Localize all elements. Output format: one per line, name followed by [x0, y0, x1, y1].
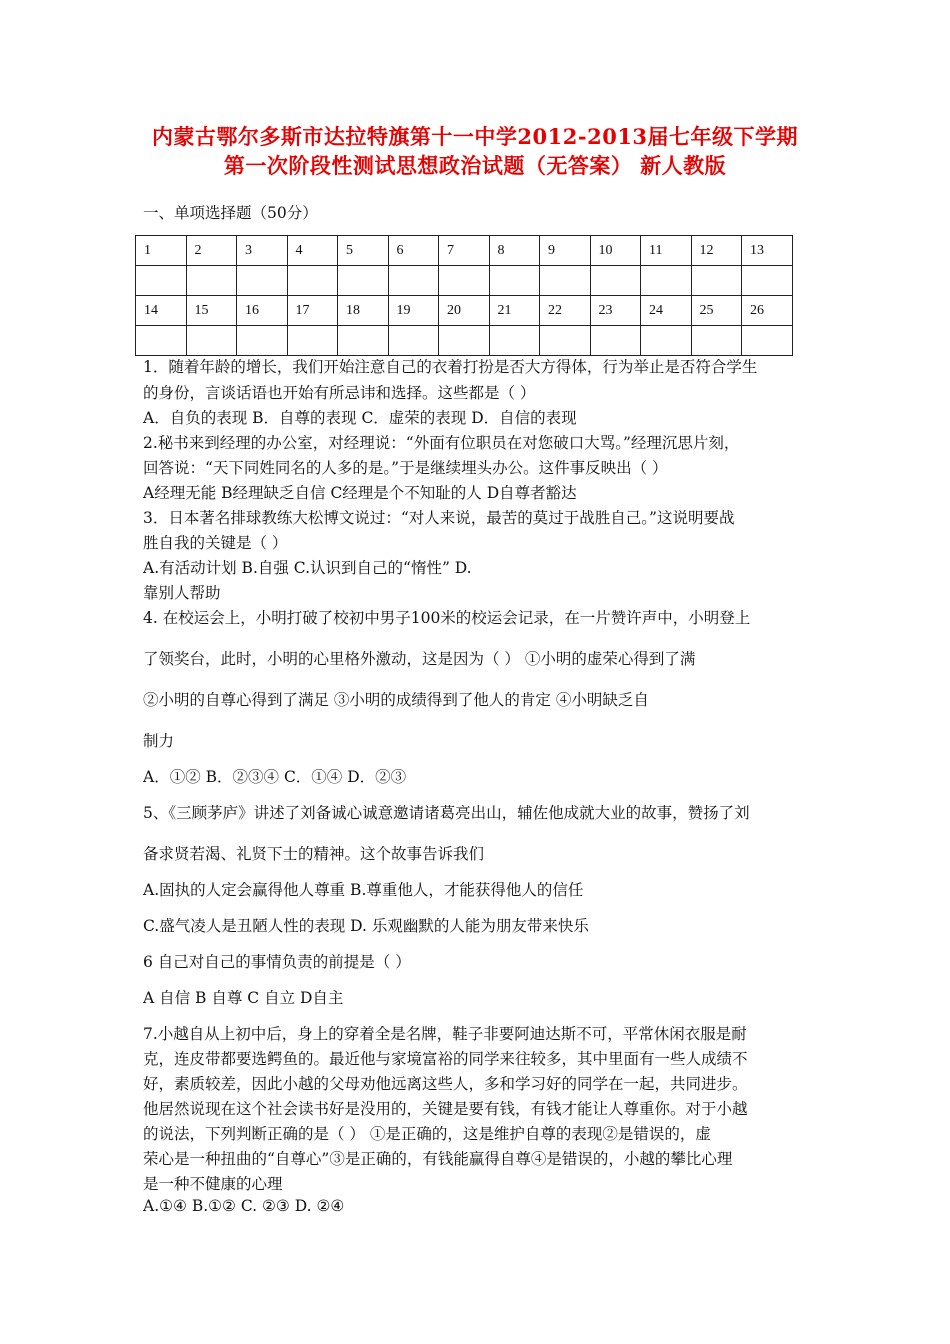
question-number-cell: 4	[287, 236, 338, 266]
question-number-cell: 24	[641, 296, 692, 326]
question-5-text: 备求贤若渴、礼贤下士的精神。这个故事告诉我们	[143, 845, 485, 863]
question-number-cell: 9	[540, 236, 591, 266]
question-number-cell: 12	[691, 236, 742, 266]
answer-cell[interactable]	[540, 326, 591, 356]
answer-cell[interactable]	[742, 326, 793, 356]
question-7-text: 荣心是一种扭曲的“自尊心”③是正确的，有钱能赢得自尊④是错误的，小越的攀比心理	[143, 1150, 733, 1168]
question-number-cell: 10	[590, 236, 641, 266]
question-number-cell: 22	[540, 296, 591, 326]
answer-cell[interactable]	[186, 266, 237, 296]
question-1-text: 1．随着年龄的增长，我们开始注意自己的衣着打扮是否大方得体，行为举止是否符合学生	[143, 358, 758, 376]
question-number-cell: 19	[388, 296, 439, 326]
answer-cell[interactable]	[641, 266, 692, 296]
question-4-text: ②小明的自尊心得到了满足 ③小明的成绩得到了他人的肯定 ④小明缺乏自	[143, 691, 649, 709]
question-5-options: A.固执的人定会赢得他人尊重 B.尊重他人，才能获得他人的信任	[143, 881, 584, 899]
answer-cell[interactable]	[237, 266, 288, 296]
answer-cell[interactable]	[237, 326, 288, 356]
document-title-line2: 第一次阶段性测试思想政治试题（无答案） 新人教版	[223, 153, 727, 178]
question-7-text: 他居然说现在这个社会读书好是没用的，关键是要有钱，有钱才能让人尊重你。对于小越	[143, 1100, 748, 1118]
question-number-cell: 7	[439, 236, 490, 266]
answer-cell[interactable]	[489, 266, 540, 296]
answer-grid	[135, 235, 793, 356]
question-number-cell: 13	[742, 236, 793, 266]
question-number-cell: 6	[388, 236, 439, 266]
question-6-options: A 自信 B 自尊 C 自立 D自主	[143, 989, 344, 1007]
answer-cell[interactable]	[287, 326, 338, 356]
question-3-options: 靠别人帮助	[143, 584, 221, 602]
question-number-cell: 20	[439, 296, 490, 326]
answer-cell[interactable]	[439, 326, 490, 356]
question-2-options: A经理无能 B经理缺乏自信 C经理是个不知耻的人 D自尊者豁达	[143, 484, 577, 502]
answer-grid-numbers-row-2	[136, 296, 793, 326]
question-4-text: 制力	[143, 732, 175, 750]
answer-cell[interactable]	[540, 266, 591, 296]
question-number-cell: 1	[136, 236, 187, 266]
question-7-text: 好，素质较差，因此小越的父母劝他远离这些人，多和学习好的同学在一起，共同进步。	[143, 1075, 748, 1093]
answer-cell[interactable]	[186, 326, 237, 356]
question-4-options: A．①② B．②③④ C．①④ D．②③	[143, 768, 407, 786]
question-2-text: 2.秘书来到经理的办公室，对经理说：“外面有位职员在对您破口大骂。”经理沉思片刻，	[143, 434, 740, 452]
answer-cell[interactable]	[136, 266, 187, 296]
answer-cell[interactable]	[590, 326, 641, 356]
answer-cell[interactable]	[439, 266, 490, 296]
question-4-text: 了领奖台，此时，小明的心里格外激动，这是因为（ ） ①小明的虚荣心得到了满	[143, 650, 696, 668]
question-number-cell: 2	[186, 236, 237, 266]
answer-cell[interactable]	[641, 326, 692, 356]
section-heading: 一、单项选择题（50分）	[143, 204, 318, 222]
document-title-line1: 内蒙古鄂尔多斯市达拉特旗第十一中学2012-2013届七年级下学期	[151, 124, 799, 149]
question-number-cell: 5	[338, 236, 389, 266]
answer-cell[interactable]	[287, 266, 338, 296]
answer-cell[interactable]	[590, 266, 641, 296]
answer-cell[interactable]	[742, 266, 793, 296]
question-3-options: A.有活动计划 B.自强 C.认识到自己的“惰性” D.	[143, 559, 472, 577]
question-5-text: 5、《三顾茅庐》讲述了刘备诚心诚意邀请诸葛亮出山，辅佐他成就大业的故事，赞扬了刘	[143, 804, 750, 822]
answer-grid-blank-row-2	[136, 326, 793, 356]
answer-cell[interactable]	[489, 326, 540, 356]
question-number-cell: 23	[590, 296, 641, 326]
question-number-cell: 3	[237, 236, 288, 266]
question-number-cell: 17	[287, 296, 338, 326]
question-7-text: 克，连皮带都要选鳄鱼的。最近他与家境富裕的同学来往较多，其中里面有一些人成绩不	[143, 1050, 748, 1068]
answer-cell[interactable]	[338, 326, 389, 356]
question-3-text: 3．日本著名排球教练大松博文说过：“对人来说，最苦的莫过于战胜自己。”这说明要战	[143, 509, 735, 527]
question-4-text: 4. 在校运会上，小明打破了校初中男子100米的校运会记录，在一片赞许声中，小明登上	[143, 609, 751, 627]
question-5-options: C.盛气凌人是丑陋人性的表现 D. 乐观幽默的人能为朋友带来快乐	[143, 917, 589, 935]
answer-cell[interactable]	[691, 266, 742, 296]
question-1-text: 的身份，言谈话语也开始有所忌讳和选择。这些都是（ ）	[143, 384, 536, 402]
answer-grid-numbers-row-1	[136, 236, 793, 266]
question-3-text: 胜自我的关键是（ ）	[143, 534, 288, 552]
question-number-cell: 16	[237, 296, 288, 326]
question-7-text: 是一种不健康的心理	[143, 1175, 283, 1193]
question-1-options: A．自负的表现 B．自尊的表现 C．虚荣的表现 D．自信的表现	[143, 409, 577, 427]
question-7-text: 的说法，下列判断正确的是（ ） ①是正确的，这是维护自尊的表现②是错误的，虚	[143, 1125, 711, 1143]
question-6-text: 6 自己对自己的事情负责的前提是（ ）	[143, 953, 411, 971]
question-number-cell: 18	[338, 296, 389, 326]
question-number-cell: 25	[691, 296, 742, 326]
question-7-options: A.①④ B.①② C. ②③ D. ②④	[143, 1197, 345, 1215]
answer-cell[interactable]	[136, 326, 187, 356]
question-number-cell: 11	[641, 236, 692, 266]
question-number-cell: 21	[489, 296, 540, 326]
question-number-cell: 14	[136, 296, 187, 326]
answer-cell[interactable]	[388, 266, 439, 296]
question-number-cell: 8	[489, 236, 540, 266]
answer-grid-blank-row-1	[136, 266, 793, 296]
answer-cell[interactable]	[338, 266, 389, 296]
question-7-text: 7.小越自从上初中后，身上的穿着全是名牌，鞋子非要阿迪达斯不可，平常休闲衣服是耐	[143, 1025, 747, 1043]
question-number-cell: 26	[742, 296, 793, 326]
question-number-cell: 15	[186, 296, 237, 326]
answer-cell[interactable]	[691, 326, 742, 356]
question-2-text: 回答说：“天下同姓同名的人多的是。”于是继续埋头办公。这件事反映出（ ）	[143, 459, 668, 477]
answer-cell[interactable]	[388, 326, 439, 356]
